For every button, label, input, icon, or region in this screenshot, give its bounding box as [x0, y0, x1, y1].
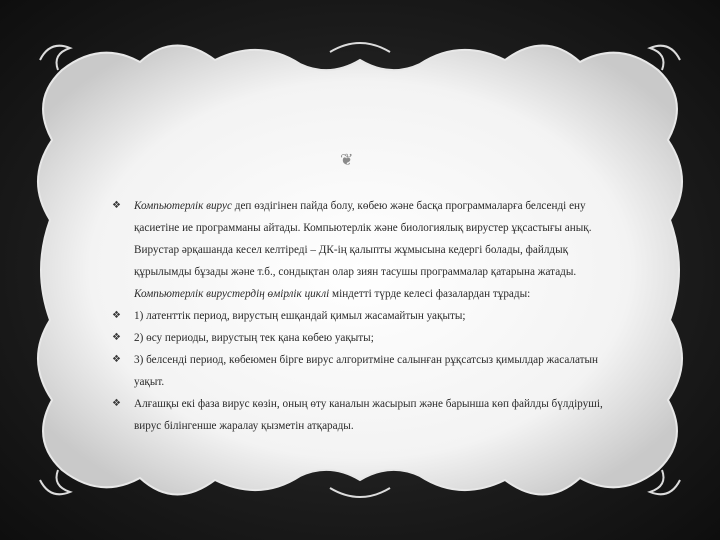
- body-text: 2) өсу периоды, вирустың тек қана көбею уақыты;: [134, 332, 374, 344]
- body-text: 3) белсенді период, көбеюмен бірге вирус алгоритміне салынған рұқсатсыз қимылдар жасалатын уақыт.: [134, 354, 599, 388]
- bullet-diamond-icon: ❖: [112, 310, 121, 321]
- emphasis-text: Компьютерлік вирус: [134, 200, 232, 212]
- bullet-item: [112, 327, 612, 349]
- bullet-item: [112, 305, 612, 327]
- flourish-icon: ❦: [340, 150, 354, 169]
- emphasis-text: Компьютерлік вирустердің өмірлік циклі: [134, 288, 330, 300]
- bullet-diamond-icon: ❖: [112, 354, 121, 365]
- bullet-diamond-icon: ❖: [112, 332, 121, 343]
- slide-body: [112, 195, 612, 437]
- bullet-diamond-icon: ❖: [112, 398, 121, 409]
- bullet-item: [112, 195, 612, 305]
- bullet-item: [112, 393, 612, 437]
- body-text: деп өздігінен пайда болу, көбею және басқа программаларға белсенді ену қасиетіне ие программаны айтады. Компьютерлік және биологиялық вирустер ұқсастығы анық. Вирустар әрқашанда кесел келтіреді – ДК-ің қалыпты жұмысына кедергі болады, файлдық құрылымды бұзады және т.б., сондықтан олар зиян тасушы программалар қатарына жатады.: [134, 200, 592, 278]
- body-text: міндетті түрде келесі фазалардан тұрады:: [329, 288, 531, 300]
- bullet-item: [112, 349, 612, 393]
- body-text: Алғашқы екі фаза вирус көзін, оның өту каналын жасырып және барынша көп файлды бүлдіруші, вирус білінгенше жаралау қызметін атқарады.: [134, 398, 603, 432]
- body-text: 1) латенттік период, вирустың ешқандай қимыл жасамайтын уақыты;: [134, 310, 466, 322]
- bullet-diamond-icon: ❖: [112, 200, 121, 211]
